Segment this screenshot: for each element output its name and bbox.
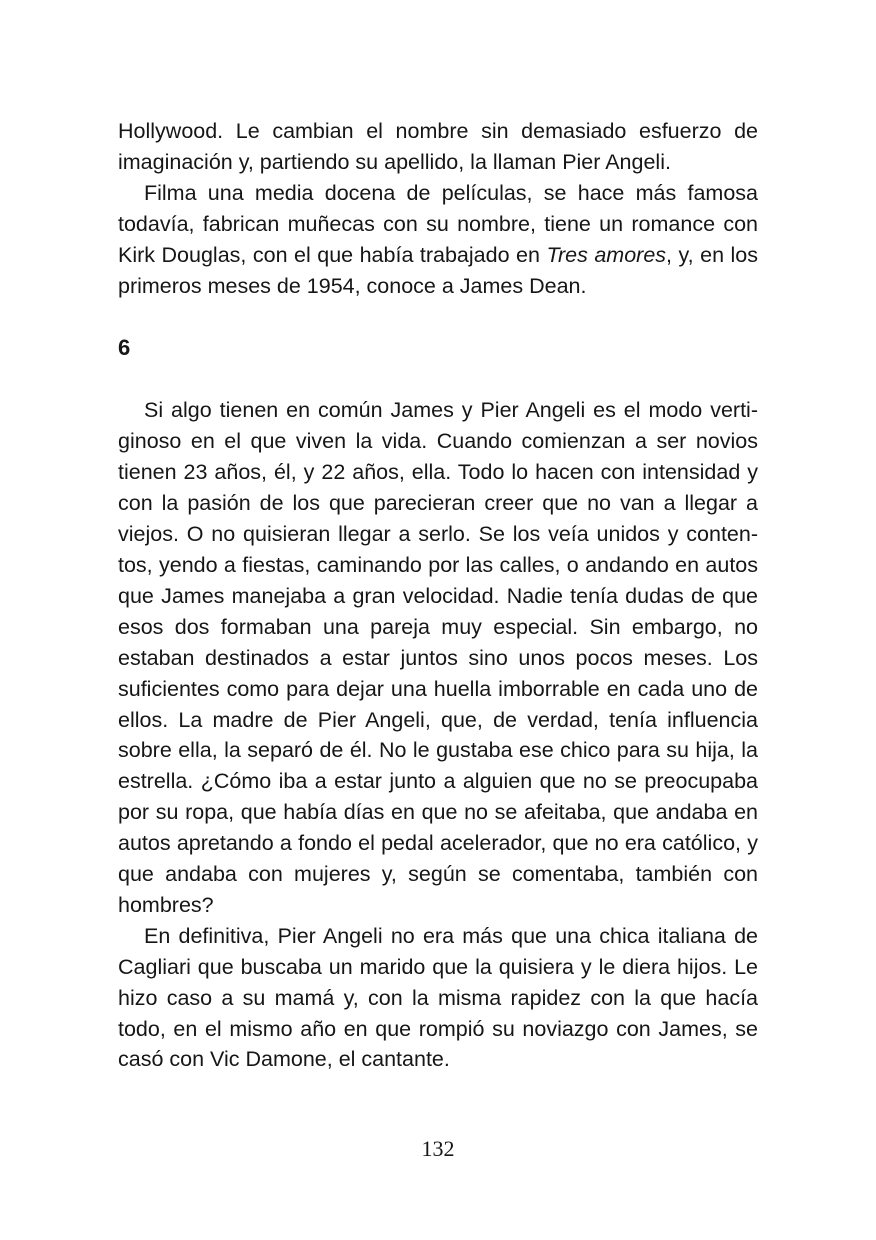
paragraph-continuation: Hollywood. Le cambian el nombre sin demasiado esfuerzo de imaginación y, partiendo su apellido, la llaman Pier Angeli. (118, 119, 758, 174)
paragraph-in-definitiva: En definitiva, Pier Angeli no era más que una chica italiana de Cagliari que buscaba un marido que la quisiera y le diera hijos. Le hizo caso a su mamá y, con la misma rapidez con la que hacía todo, en el mismo año en que rompió su noviazgo con James, se casó con Vic Damone, el cantante. (118, 923, 758, 1072)
paragraph-text: , y, en los primeros meses de 1954, conoce a James Dean. (118, 242, 758, 298)
section-number: 6 (118, 335, 131, 361)
section-spacer (118, 373, 758, 395)
paragraph-james-and-pier: Si algo tienen en común James y Pier Angeli es el modo vertiginoso en el que viven la vida. Cuando comienzan a ser novios tienen 23 años, él, y 22 años, ella. Todo lo hacen con intensidad y con la pasión de los que parecieran creer que no van a llegar a viejos. O no quisieran llegar a serlo. Se los veía unidos y contentos, yendo a fiestas, caminando por las calles, o andando en autos que James manejaba a gran velocidad. Nadie tenía dudas de que esos dos formaban una pareja muy especial. Sin embargo, no estaban destinados a estar juntos sino unos pocos meses. Los suficientes como para dejar una huella imborrable en cada uno de ellos. La madre de Pier Angeli, que, de verdad, tenía influencia sobre ella, la separó de él. No le gustaba ese chico para su hija, la estrella. ¿Cómo iba a estar junto a alguien que no se preocupaba por su ropa, que había días en que no se afeitaba, que andaba en autos apretando a fondo el pedal acelerador, que no era católico, y que andaba con mujeres y, según se comentaba, también con hombres? (118, 398, 758, 917)
paragraph-text: Filma una media docena de películas, se hace más famosa todavía, fabrican muñecas con su nombre, tiene un romance con Kirk Douglas, con el que había trabajado en (118, 180, 758, 267)
page-number: 132 (421, 1136, 455, 1161)
film-title: Tres amores (546, 242, 667, 267)
paragraph-pier-angeli-films (118, 178, 758, 302)
page-body (118, 116, 758, 1075)
